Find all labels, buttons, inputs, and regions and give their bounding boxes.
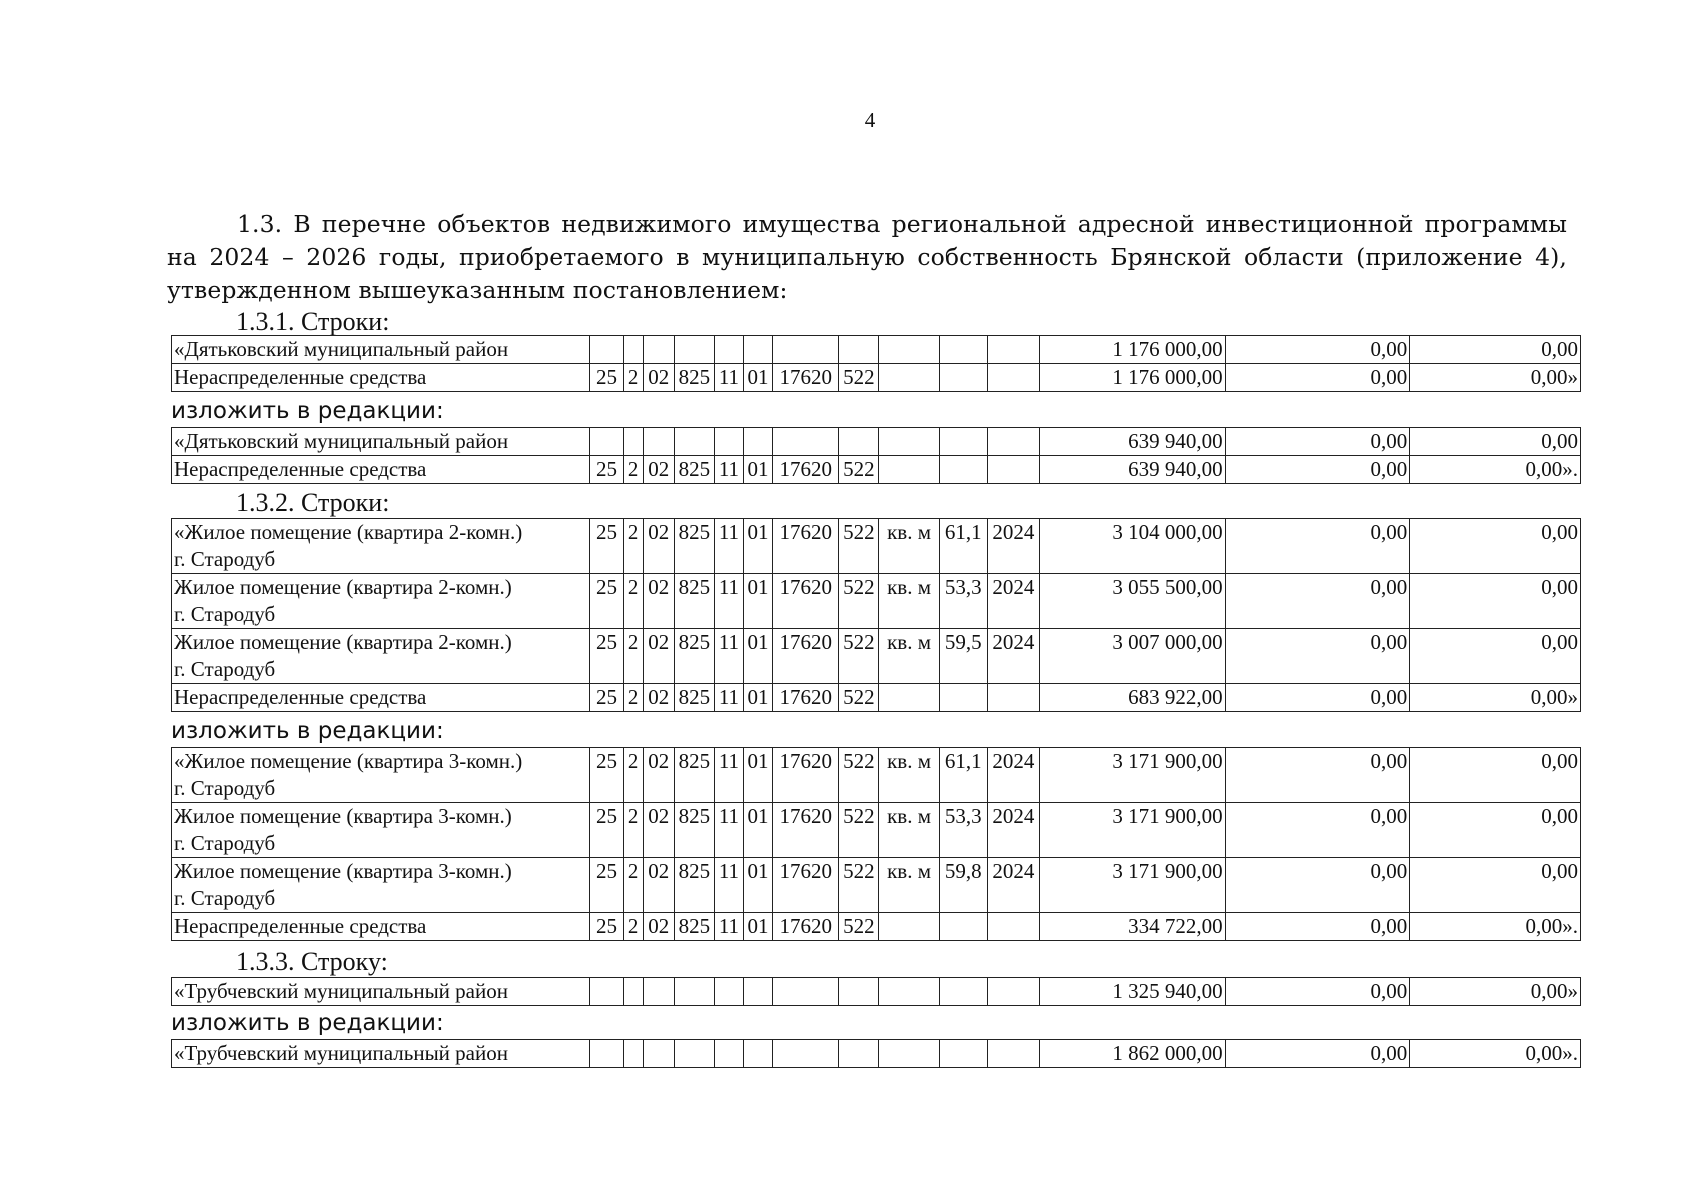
area-cell: 53,3 xyxy=(939,803,987,858)
object-name: Нераспределенные средства xyxy=(174,457,427,481)
object-location: г. Стародуб xyxy=(174,602,276,626)
code-6-cell: 01 xyxy=(744,748,773,803)
amount-2026-cell: 0,00 xyxy=(1410,803,1581,858)
amount-2025-cell: 0,00 xyxy=(1225,428,1410,456)
amount-2024-cell: 1 176 000,00 xyxy=(1040,364,1226,392)
code-2-cell: 2 xyxy=(623,684,643,712)
object-name-cell xyxy=(172,428,590,456)
unit-cell: кв. м xyxy=(879,803,939,858)
code-8-cell: 522 xyxy=(839,629,879,684)
table-row xyxy=(172,428,1581,456)
unit-cell xyxy=(879,978,939,1006)
code-1-cell xyxy=(590,336,623,364)
amount-2026-cell: 0,00 xyxy=(1410,428,1581,456)
amount-2025-cell: 0,00 xyxy=(1225,803,1410,858)
amount-2026-cell: 0,00». xyxy=(1410,913,1581,941)
code-6-cell: 01 xyxy=(744,519,773,574)
code-1-cell: 25 xyxy=(590,519,623,574)
object-location: г. Стародуб xyxy=(174,547,276,571)
intro-paragraph xyxy=(167,208,1567,307)
amount-2024-cell: 3 055 500,00 xyxy=(1040,574,1226,629)
object-name: «Жилое помещение (квартира 3-комн.) xyxy=(174,749,523,773)
object-name: «Жилое помещение (квартира 2-комн.) xyxy=(174,520,523,544)
unit-cell xyxy=(879,336,939,364)
area-cell: 59,5 xyxy=(939,629,987,684)
amount-2024-cell: 1 325 940,00 xyxy=(1040,978,1226,1006)
code-3-cell: 02 xyxy=(643,913,674,941)
code-2-cell: 2 xyxy=(623,748,643,803)
replace-label: изложить в редакции: xyxy=(171,718,444,744)
amount-2026-cell: 0,00 xyxy=(1410,336,1581,364)
unit-cell: кв. м xyxy=(879,519,939,574)
code-5-cell xyxy=(714,428,743,456)
object-name: Жилое помещение (квартира 3-комн.) xyxy=(174,859,512,883)
year-cell: 2024 xyxy=(987,803,1039,858)
object-name: Жилое помещение (квартира 2-комн.) xyxy=(174,575,512,599)
object-name: «Трубчевский муниципальный район xyxy=(174,979,508,1003)
amount-2024-cell: 639 940,00 xyxy=(1040,428,1226,456)
code-8-cell: 522 xyxy=(839,519,879,574)
unit-cell: кв. м xyxy=(879,574,939,629)
code-2-cell: 2 xyxy=(623,629,643,684)
amount-2024-cell: 1 176 000,00 xyxy=(1040,336,1226,364)
table-row xyxy=(172,456,1581,484)
code-7-cell xyxy=(773,1040,839,1068)
code-1-cell: 25 xyxy=(590,803,623,858)
table-row xyxy=(172,978,1581,1006)
year-cell xyxy=(987,684,1039,712)
code-7-cell: 17620 xyxy=(773,858,839,913)
code-1-cell: 25 xyxy=(590,684,623,712)
object-name: Жилое помещение (квартира 3-комн.) xyxy=(174,804,512,828)
code-5-cell: 11 xyxy=(714,574,743,629)
code-4-cell: 825 xyxy=(674,913,714,941)
section-heading: 1.3.1. Строки: xyxy=(236,307,390,336)
code-5-cell: 11 xyxy=(714,913,743,941)
code-4-cell: 825 xyxy=(674,629,714,684)
code-7-cell xyxy=(773,336,839,364)
unit-cell: кв. м xyxy=(879,629,939,684)
object-name-cell xyxy=(172,364,590,392)
amount-2025-cell: 0,00 xyxy=(1225,858,1410,913)
new-rows-table xyxy=(171,747,1581,941)
code-8-cell xyxy=(839,978,879,1006)
amount-2025-cell: 0,00 xyxy=(1225,629,1410,684)
code-6-cell xyxy=(744,336,773,364)
code-1-cell: 25 xyxy=(590,456,623,484)
table-row xyxy=(172,803,1581,858)
area-cell: 59,8 xyxy=(939,858,987,913)
code-2-cell xyxy=(623,978,643,1006)
code-1-cell: 25 xyxy=(590,748,623,803)
amount-2025-cell: 0,00 xyxy=(1225,336,1410,364)
code-4-cell: 825 xyxy=(674,858,714,913)
code-1-cell: 25 xyxy=(590,913,623,941)
object-location: г. Стародуб xyxy=(174,657,276,681)
code-7-cell: 17620 xyxy=(773,574,839,629)
code-3-cell xyxy=(643,428,674,456)
code-6-cell: 01 xyxy=(744,803,773,858)
code-4-cell: 825 xyxy=(674,748,714,803)
code-4-cell xyxy=(674,978,714,1006)
code-8-cell: 522 xyxy=(839,364,879,392)
amount-2026-cell: 0,00». xyxy=(1410,1040,1581,1068)
table-row xyxy=(172,748,1581,803)
table-row xyxy=(172,574,1581,629)
year-cell: 2024 xyxy=(987,574,1039,629)
code-7-cell: 17620 xyxy=(773,456,839,484)
object-name: «Дятьковский муниципальный район xyxy=(174,429,509,453)
code-2-cell xyxy=(623,428,643,456)
code-3-cell: 02 xyxy=(643,629,674,684)
old-rows-table xyxy=(171,335,1581,392)
code-1-cell: 25 xyxy=(590,629,623,684)
amount-2025-cell: 0,00 xyxy=(1225,978,1410,1006)
section-heading: 1.3.2. Строки: xyxy=(236,488,390,517)
object-name: Нераспределенные средства xyxy=(174,685,427,709)
object-location: г. Стародуб xyxy=(174,776,276,800)
year-cell xyxy=(987,364,1039,392)
code-6-cell xyxy=(744,978,773,1006)
unit-cell xyxy=(879,684,939,712)
code-2-cell xyxy=(623,1040,643,1068)
object-name: «Трубчевский муниципальный район xyxy=(174,1041,508,1065)
object-location: г. Стародуб xyxy=(174,886,276,910)
year-cell xyxy=(987,336,1039,364)
code-4-cell: 825 xyxy=(674,574,714,629)
area-cell xyxy=(939,684,987,712)
year-cell xyxy=(987,913,1039,941)
year-cell xyxy=(987,428,1039,456)
amount-2026-cell: 0,00 xyxy=(1410,629,1581,684)
code-8-cell: 522 xyxy=(839,858,879,913)
year-cell xyxy=(987,978,1039,1006)
code-7-cell: 17620 xyxy=(773,748,839,803)
unit-cell xyxy=(879,456,939,484)
code-5-cell: 11 xyxy=(714,748,743,803)
code-3-cell: 02 xyxy=(643,684,674,712)
table-row xyxy=(172,364,1581,392)
year-cell xyxy=(987,1040,1039,1068)
code-8-cell: 522 xyxy=(839,574,879,629)
code-8-cell: 522 xyxy=(839,803,879,858)
code-7-cell: 17620 xyxy=(773,803,839,858)
area-cell xyxy=(939,428,987,456)
intro-line: на 2024 – 2026 годы, приобретаемого в муниципальную собственность Брянской области (приложение 4), xyxy=(167,243,1567,271)
code-5-cell: 11 xyxy=(714,456,743,484)
code-4-cell: 825 xyxy=(674,456,714,484)
amount-2025-cell: 0,00 xyxy=(1225,748,1410,803)
amount-2025-cell: 0,00 xyxy=(1225,574,1410,629)
object-name-cell xyxy=(172,336,590,364)
code-3-cell xyxy=(643,336,674,364)
code-6-cell: 01 xyxy=(744,913,773,941)
code-7-cell: 17620 xyxy=(773,913,839,941)
table-row xyxy=(172,1040,1581,1068)
unit-cell xyxy=(879,1040,939,1068)
amount-2026-cell: 0,00» xyxy=(1410,978,1581,1006)
code-4-cell xyxy=(674,1040,714,1068)
code-4-cell: 825 xyxy=(674,684,714,712)
amount-2024-cell: 3 104 000,00 xyxy=(1040,519,1226,574)
code-7-cell: 17620 xyxy=(773,519,839,574)
amount-2025-cell: 0,00 xyxy=(1225,1040,1410,1068)
code-6-cell: 01 xyxy=(744,629,773,684)
code-8-cell xyxy=(839,336,879,364)
area-cell xyxy=(939,456,987,484)
amount-2024-cell: 3 171 900,00 xyxy=(1040,858,1226,913)
code-5-cell xyxy=(714,1040,743,1068)
section-heading: 1.3.3. Строку: xyxy=(236,947,388,976)
code-6-cell: 01 xyxy=(744,858,773,913)
amount-2024-cell: 639 940,00 xyxy=(1040,456,1226,484)
amount-2026-cell: 0,00 xyxy=(1410,574,1581,629)
table-row xyxy=(172,336,1581,364)
code-2-cell: 2 xyxy=(623,574,643,629)
code-6-cell: 01 xyxy=(744,364,773,392)
code-6-cell xyxy=(744,428,773,456)
code-5-cell: 11 xyxy=(714,364,743,392)
year-cell: 2024 xyxy=(987,858,1039,913)
code-8-cell: 522 xyxy=(839,684,879,712)
code-7-cell xyxy=(773,428,839,456)
year-cell: 2024 xyxy=(987,748,1039,803)
year-cell: 2024 xyxy=(987,519,1039,574)
unit-cell: кв. м xyxy=(879,748,939,803)
object-name-cell xyxy=(172,1040,590,1068)
unit-cell xyxy=(879,428,939,456)
code-3-cell: 02 xyxy=(643,748,674,803)
code-8-cell: 522 xyxy=(839,456,879,484)
object-name-cell xyxy=(172,574,590,629)
code-3-cell xyxy=(643,978,674,1006)
amount-2026-cell: 0,00 xyxy=(1410,519,1581,574)
amount-2026-cell: 0,00». xyxy=(1410,456,1581,484)
code-8-cell: 522 xyxy=(839,748,879,803)
code-5-cell: 11 xyxy=(714,803,743,858)
code-5-cell: 11 xyxy=(714,629,743,684)
code-2-cell: 2 xyxy=(623,364,643,392)
table-row xyxy=(172,629,1581,684)
code-6-cell: 01 xyxy=(744,684,773,712)
amount-2024-cell: 3 171 900,00 xyxy=(1040,803,1226,858)
code-3-cell: 02 xyxy=(643,456,674,484)
code-4-cell: 825 xyxy=(674,519,714,574)
object-location: г. Стародуб xyxy=(174,831,276,855)
amount-2024-cell: 683 922,00 xyxy=(1040,684,1226,712)
intro-line: 1.3. В перечне объектов недвижимого имущества региональной адресной инвестиционной программы xyxy=(237,210,1567,238)
table-row xyxy=(172,519,1581,574)
replace-label: изложить в редакции: xyxy=(171,398,444,424)
amount-2025-cell: 0,00 xyxy=(1225,364,1410,392)
code-1-cell xyxy=(590,978,623,1006)
area-cell: 61,1 xyxy=(939,519,987,574)
old-rows-table xyxy=(171,518,1581,712)
code-6-cell xyxy=(744,1040,773,1068)
table-row xyxy=(172,858,1581,913)
amount-2024-cell: 1 862 000,00 xyxy=(1040,1040,1226,1068)
amount-2025-cell: 0,00 xyxy=(1225,913,1410,941)
code-4-cell xyxy=(674,336,714,364)
amount-2026-cell: 0,00 xyxy=(1410,748,1581,803)
area-cell xyxy=(939,364,987,392)
code-3-cell: 02 xyxy=(643,803,674,858)
area-cell xyxy=(939,978,987,1006)
old-rows-table xyxy=(171,977,1581,1006)
amount-2025-cell: 0,00 xyxy=(1225,519,1410,574)
area-cell xyxy=(939,1040,987,1068)
object-name-cell xyxy=(172,803,590,858)
code-5-cell: 11 xyxy=(714,858,743,913)
code-3-cell: 02 xyxy=(643,574,674,629)
code-1-cell xyxy=(590,428,623,456)
code-3-cell: 02 xyxy=(643,858,674,913)
object-name-cell xyxy=(172,858,590,913)
code-1-cell: 25 xyxy=(590,364,623,392)
code-2-cell: 2 xyxy=(623,803,643,858)
code-2-cell: 2 xyxy=(623,519,643,574)
object-name: «Дятьковский муниципальный район xyxy=(174,337,509,361)
new-rows-table xyxy=(171,1039,1581,1068)
code-7-cell: 17620 xyxy=(773,629,839,684)
replace-label: изложить в редакции: xyxy=(171,1010,444,1036)
code-3-cell: 02 xyxy=(643,364,674,392)
amount-2025-cell: 0,00 xyxy=(1225,684,1410,712)
code-1-cell: 25 xyxy=(590,574,623,629)
code-5-cell xyxy=(714,336,743,364)
code-8-cell xyxy=(839,428,879,456)
code-7-cell: 17620 xyxy=(773,364,839,392)
unit-cell: кв. м xyxy=(879,858,939,913)
new-rows-table xyxy=(171,427,1581,484)
code-1-cell: 25 xyxy=(590,858,623,913)
table-row xyxy=(172,684,1581,712)
code-3-cell xyxy=(643,1040,674,1068)
object-name: Жилое помещение (квартира 2-комн.) xyxy=(174,630,512,654)
code-5-cell: 11 xyxy=(714,684,743,712)
code-8-cell: 522 xyxy=(839,913,879,941)
code-3-cell: 02 xyxy=(643,519,674,574)
amount-2026-cell: 0,00 xyxy=(1410,858,1581,913)
unit-cell xyxy=(879,913,939,941)
area-cell: 53,3 xyxy=(939,574,987,629)
page-number: 4 xyxy=(864,108,876,132)
code-8-cell xyxy=(839,1040,879,1068)
code-6-cell: 01 xyxy=(744,574,773,629)
code-2-cell: 2 xyxy=(623,858,643,913)
amount-2025-cell: 0,00 xyxy=(1225,456,1410,484)
object-name-cell xyxy=(172,978,590,1006)
object-name-cell xyxy=(172,684,590,712)
unit-cell xyxy=(879,364,939,392)
year-cell xyxy=(987,456,1039,484)
amount-2024-cell: 3 171 900,00 xyxy=(1040,748,1226,803)
code-5-cell xyxy=(714,978,743,1006)
code-7-cell xyxy=(773,978,839,1006)
code-2-cell: 2 xyxy=(623,913,643,941)
amount-2026-cell: 0,00» xyxy=(1410,684,1581,712)
code-4-cell: 825 xyxy=(674,364,714,392)
object-name-cell xyxy=(172,456,590,484)
table-row xyxy=(172,913,1581,941)
object-name-cell xyxy=(172,913,590,941)
object-name-cell xyxy=(172,519,590,574)
code-4-cell xyxy=(674,428,714,456)
object-name: Нераспределенные средства xyxy=(174,914,427,938)
code-7-cell: 17620 xyxy=(773,684,839,712)
code-2-cell xyxy=(623,336,643,364)
area-cell xyxy=(939,913,987,941)
area-cell xyxy=(939,336,987,364)
code-5-cell: 11 xyxy=(714,519,743,574)
object-name-cell xyxy=(172,629,590,684)
amount-2024-cell: 3 007 000,00 xyxy=(1040,629,1226,684)
object-name-cell xyxy=(172,748,590,803)
code-1-cell xyxy=(590,1040,623,1068)
amount-2024-cell: 334 722,00 xyxy=(1040,913,1226,941)
code-2-cell: 2 xyxy=(623,456,643,484)
amount-2026-cell: 0,00» xyxy=(1410,364,1581,392)
code-6-cell: 01 xyxy=(744,456,773,484)
object-name: Нераспределенные средства xyxy=(174,365,427,389)
intro-line: утвержденном вышеуказанным постановлением: xyxy=(167,276,788,304)
area-cell: 61,1 xyxy=(939,748,987,803)
year-cell: 2024 xyxy=(987,629,1039,684)
code-4-cell: 825 xyxy=(674,803,714,858)
